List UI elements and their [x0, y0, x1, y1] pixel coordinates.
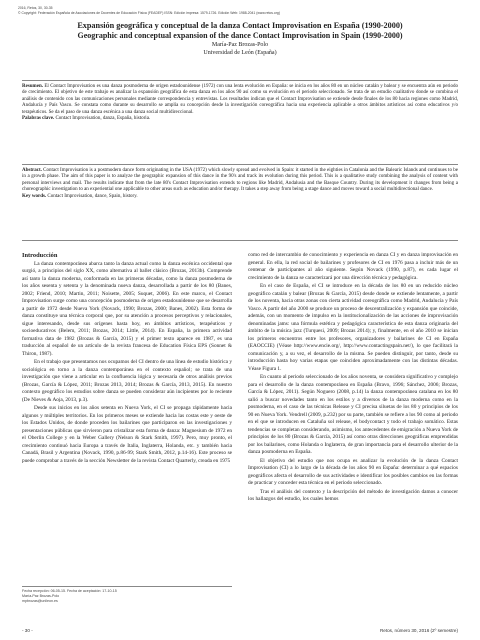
author-name: María-Paz Brozas-Polo: [211, 42, 269, 48]
journal-header-line1: 2016, Retos, 30, 30-35: [18, 6, 53, 10]
footnote-author: María-Paz Brozas-Polo: [22, 594, 60, 598]
right-paragraph-1: como red de intercambio de conocimiento y experiencia en danza CI y en danza improvisación en general. En ella, la red social de bailarines y profesores de CI en 1976 pasa a incluir más de un centenar de participantes al año siguiente. Según Novack (1990, p.87), es cada lugar el crecimiento de la danza se caracterizará por una dirección técnica y pedagógica.: [248, 252, 458, 281]
resumen-text: El Contact Improvisation es una danza posmoderna de origen estadounidense (1972) con una lenta evolución en España: se inicia en los años 80 en un núcleo catalán y balear y se encuentra aún en periodo de crecimiento. El objetivo de este trabajo es analizar la expansión geográfica de esta danza en los años 90 así como su evolución en el periodo seleccionado. Se trata de un estudio cualitativo donde se combina el análisis de contenido con las comunicaciones personales mediante correspondencia y entrevistas. Los resultados indican que el Contact Improvisation se extiende desde finales de los 80 hacia regiones como Madrid, Andalucía y País Vasco. Se constata como durante su desarrollo se amplía su concepción desde la investigación coreográfica hacia una experiencia aplicable a otros ámbitos artísticos así como educativos y/o terapéuticos. Se da el paso de una danza escénica a una danza social multidireccional.: [22, 84, 458, 115]
abstract-text: Contact Improvisation is a postmodern dance form originating in the USA (1972) which slowly spread and evolved in Spain: it started in the eighties in Catalonia and the Balearic Islands and continues to be in a growth phase. The aim of this paper is to analyze the geographic expansion of this dance in the 90's and track its evolution during this period. This is a qualitative study combining the analysis of content with personal interviews and mail. The results indicate that from the late 80's Contact Improvisation extends to regions like Madrid, Andalusia and the Basque Country. During its development it changes from being a choreographic investigation to an experiential one applicable to other areas such as education and/or therapy. It takes a step away from being a stage dance and moves toward a social multidirectional dance.: [22, 168, 458, 193]
author-affiliation: Universidad de León (España): [203, 50, 277, 56]
keywords-text: Contact Improvisation, dance, Spain, history.: [46, 193, 138, 199]
left-paragraph-2: En el trabajo que presentamos nos ocupamos del CI dentro de una línea de estudio histórica y sociológica en torno a la danza contemporánea en el contexto español; se trata de una investigación que viene a articular en la confluencia lógica y necesaria de otros análisis previos (Brozas, García & López, 2011; Brozas 2013, 2014; Brozas & García, 2013, 2015). En nuestro contexto geográfico los estudios sobre danza se pueden considerar aún incipientes por lo reciente (De Nieves & Aoja, 2013, p.3).: [22, 359, 232, 403]
right-paragraph-2: En el caso de España, el CI se introduce en la década de los 80 en un reducido núcleo geográfico catalán y balear (Brozas & García, 2015) desde donde se extiende lentamente, a partir de los noventa, hacia otras zonas con cierta actividad coreográfica como Madrid, Andalucía y País Vasco. A partir del año 2000 se produce un proceso de descentralización y expansión que coincide, además, con un momento de impulso en la institucionalización de las acciones de improvisación denominadas jams: una fórmula estética y pedagógica característica de esta danza originaria del ámbito de la música jazz (Turquesi, 2009; Brozas 2014); y, finalmente, en el año 2010 se inician los primeros encuentros entre los profesores, organizadores y bailarines de CI en España (EAOCCIE) (Véase http://www.encie.org/, http://www.contactingspain.net/), lo que facilitará la comunicación y, a su vez, el desarrollo de la misma. Se pueden distinguir, por tanto, desde su introducción hasta hoy varias etapas que coinciden aproximadamente con las distintas décadas. Véase Figura 1.: [248, 283, 458, 372]
journal-header: [18, 6, 458, 15]
footnote-dates: Fecha recepción: 06-05-15. Fecha de aceptación: 17-10-15: [22, 589, 117, 593]
journal-header-line2: © Copyright: Federación Española de Asociaciones de Docentes de Educación Física (FEADEF) ISSN: Edición impresa: 1579-1726. Edición Web: 1988-2041 (www.retos.org): [18, 10, 280, 15]
abstract-block: [22, 168, 458, 200]
right-paragraph-4: El objetivo del estudio que nos ocupa es analizar la evolución de la danza Contact Improvisation (CI) a lo largo de la década de los años 90 en España: determinar a qué espacios geográficos afecta el desarrollo de sus actividades e identificar los posibles cambios en las formas de practicar y conceder esta técnica en el periodo seleccionado.: [248, 457, 458, 486]
journal-footer: Retos, número 30, 2016 (2º semestre): [379, 628, 458, 633]
resumen-label: Resumen.: [22, 84, 43, 89]
divider-top: [22, 80, 458, 81]
section-heading-introduccion: Introducción: [22, 252, 58, 259]
title-block: [30, 21, 450, 57]
abstract-label: Abstract.: [22, 168, 42, 173]
title-english: Geographic and conceptual expansion of the dance Contact Improvisation in Spain (1990-2000): [77, 31, 403, 40]
page-number: - 30 -: [22, 628, 33, 633]
footnote: [22, 586, 232, 604]
left-paragraph-1: La danza contemporánea abarca tanto la danza actual como la danza escénica occidental que surgió, a principios del siglo XX, como alternativa al ballet clásico (Brozas, 2013b). Comprende así tanto la danza moderna, conformada en las primeras décadas, como la danza posmoderna de los años sesenta y setenta y la denominada nueva danza, desarrollada a partir de los 80 (Banes, 2002; Friend, 2010; Martin, 2011; Noisette, 2005; Suquet, 2006). En este marco, el Contact Improvisation surge como una concepción posmoderna de origen estadounidense que se desarrolla a partir de 1972 desde Nueva York (Novack, 1990; Brozas, 2000; Banes, 2002). Esta forma de danza constituye una técnica corporal que, por su atención a procesos perceptivos y relacionales, sigue interesando, desde sus orígenes hasta hoy, en ámbitos artísticos, terapéuticos y socioeducativos (Belem, 2011; Brozas, 2014; Little, 2014). En España, la primera actividad formativa data de 1982 (Brozas & García, 2015) y el primer texto aparece en 1987, es una traducción al español de un artículo de la revista francesa de Education Física EPS (Sonnet & Thiron, 1987).: [22, 260, 232, 357]
footnote-email: mpbrozas@unileon.es: [22, 599, 58, 603]
left-paragraph-3: Desde sus inicios en los años setenta en Nueva York, el CI se propaga rápidamente hacia algunos y múltiples territorios. En los primeros meses se extiende hacia las costas este y oeste de los Estados Unidos, de donde proceden los bailarines que participaron en las investigaciones y presentaciones públicas que sirvieron para cristalizar esta forma de danza: Magnesium de 1972 en el Oberlin College y en la Weber Gallery (Nelson & Stark Smith, 1997). Pero, muy pronto, el crecimiento continuó hacia Europa a través de Italia, Inglaterra, Holanda, etc. y también hacia Canadá, Brasil y Argentina (Novack, 1990, p.86-99; Stark Smith, 2012, p.14-16). Este proceso se puede comprobar a través de la sección Newsletter de la revista Contact Quarterly, creada en 1975: [22, 405, 232, 464]
palabras-clave-text: Contact Improvisation, danza, España, historia.: [54, 116, 151, 122]
palabras-clave-label: Palabras clave.: [22, 116, 55, 122]
divider-bottom: [22, 240, 458, 241]
column-left: [22, 252, 232, 466]
title-spanish: Expansión geográfica y conceptual de la danza Contact Improvisation en España (1990-2000): [77, 21, 403, 30]
keywords-label: Key words.: [22, 193, 47, 199]
right-paragraph-5: Tras el análisis del contexto y la descripción del método de investigación damos a conocer los hallazgos del estudio, los cuales hemos: [248, 488, 458, 502]
divider-mid: [22, 164, 458, 165]
column-right: [248, 252, 458, 505]
resumen-block: [22, 84, 458, 122]
right-paragraph-3: En cuanto al periodo seleccionado de los años noventa, se considera significativo y complejo para el desarrollo de la danza contemporánea en España (Bravo, 1996; Sánchez, 2006; Brozas, García & López, 2011). Según Noguero (2008, p.14) la danza contemporánea catalana en los 80 salió a buscar novedades tanto en los estilos y a diversos de la danza moderna como en la posmoderna, en el caso de las técnicas Release y CI precisa siluetas de los 80 y principios de los 90 en Nueva York. Vendrell (2009, p.232) por su parte, también se refiere a los 90 como al periodo en el que se introducen en Cataluña sol release, el bodycontact y todo el trabajo somático. Estas tendencias se completan considerando, asimismo, los antecedentes de emigración a Nueva York de principios de los 80 (Brozas & García, 2015) así como otras direcciones geográficas emprendidas por los bailarines, como Holanda o Inglaterra, de gran importancia para el desarrollo ulterior de la danza posmoderna en España.: [248, 374, 458, 455]
